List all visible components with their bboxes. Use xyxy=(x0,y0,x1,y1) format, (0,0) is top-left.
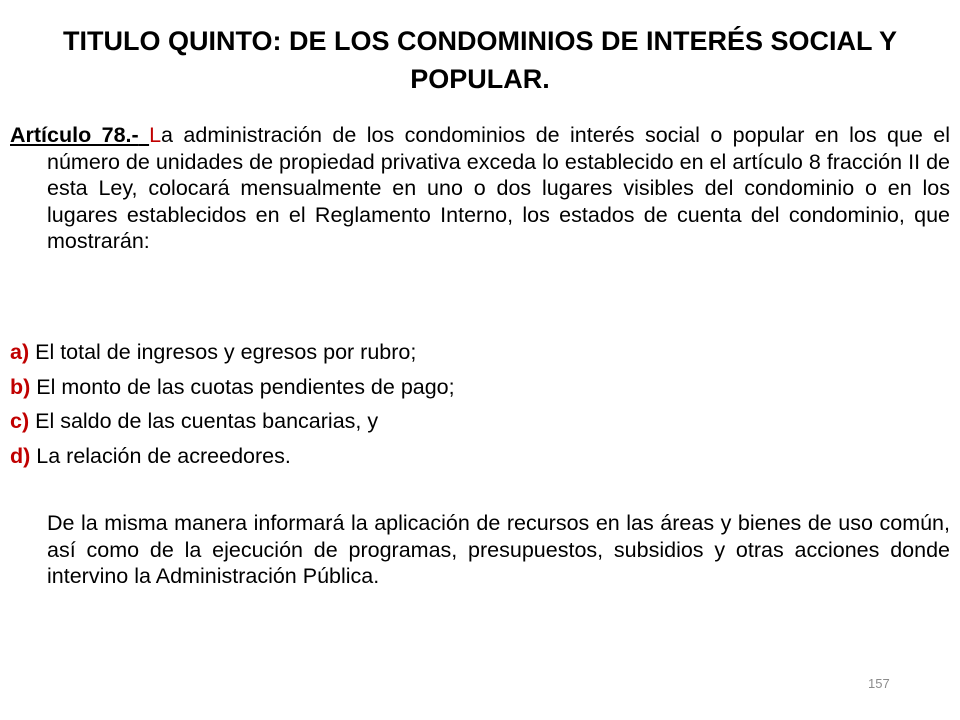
list-item xyxy=(10,404,455,439)
article-first-letter: L xyxy=(149,123,162,147)
list-item-letter: c) xyxy=(10,409,30,433)
slide-title: TITULO QUINTO: DE LOS CONDOMINIOS DE INTERÉS SOCIAL Y POPULAR. xyxy=(62,26,898,94)
list-item-text: La relación de acreedores. xyxy=(30,443,291,468)
closing-paragraph: De la misma manera informará la aplicación de recursos en las áreas y bienes de uso común, así como de la ejecución de programas, presupuestos, subsidios y otras acciones donde intervino la Administración Pública. xyxy=(47,511,950,588)
list-item-text: El monto de las cuotas pendientes de pago; xyxy=(30,374,455,399)
list-item xyxy=(10,439,455,474)
list-item-text: El saldo de las cuentas bancarias, y xyxy=(29,409,379,433)
list-item-text: El total de ingresos y egresos por rubro; xyxy=(29,340,417,364)
list-item xyxy=(10,335,455,370)
article-heading: Artículo 78.- xyxy=(10,123,139,147)
list-item-letter: d) xyxy=(10,443,31,468)
article-heading-space xyxy=(139,123,149,147)
list-item-letter: b) xyxy=(10,374,31,399)
article-text: a administración de los condominios de interés social o popular en los que el número de unidades de propiedad privativa exceda lo establecido en el artículo 8 fracción II de esta Ley, colocará mensualmente en uno o dos lugares visibles del condominio o en los lugares establecidos en el Reglamento Interno, los estados de cuenta del condominio, que mostrarán: xyxy=(47,123,950,253)
list-item-letter: a) xyxy=(10,340,30,364)
article-block xyxy=(10,122,950,255)
article-paragraph xyxy=(10,122,950,255)
list-item xyxy=(10,370,455,405)
page-number: 157 xyxy=(868,676,890,691)
statement-list xyxy=(10,335,455,473)
